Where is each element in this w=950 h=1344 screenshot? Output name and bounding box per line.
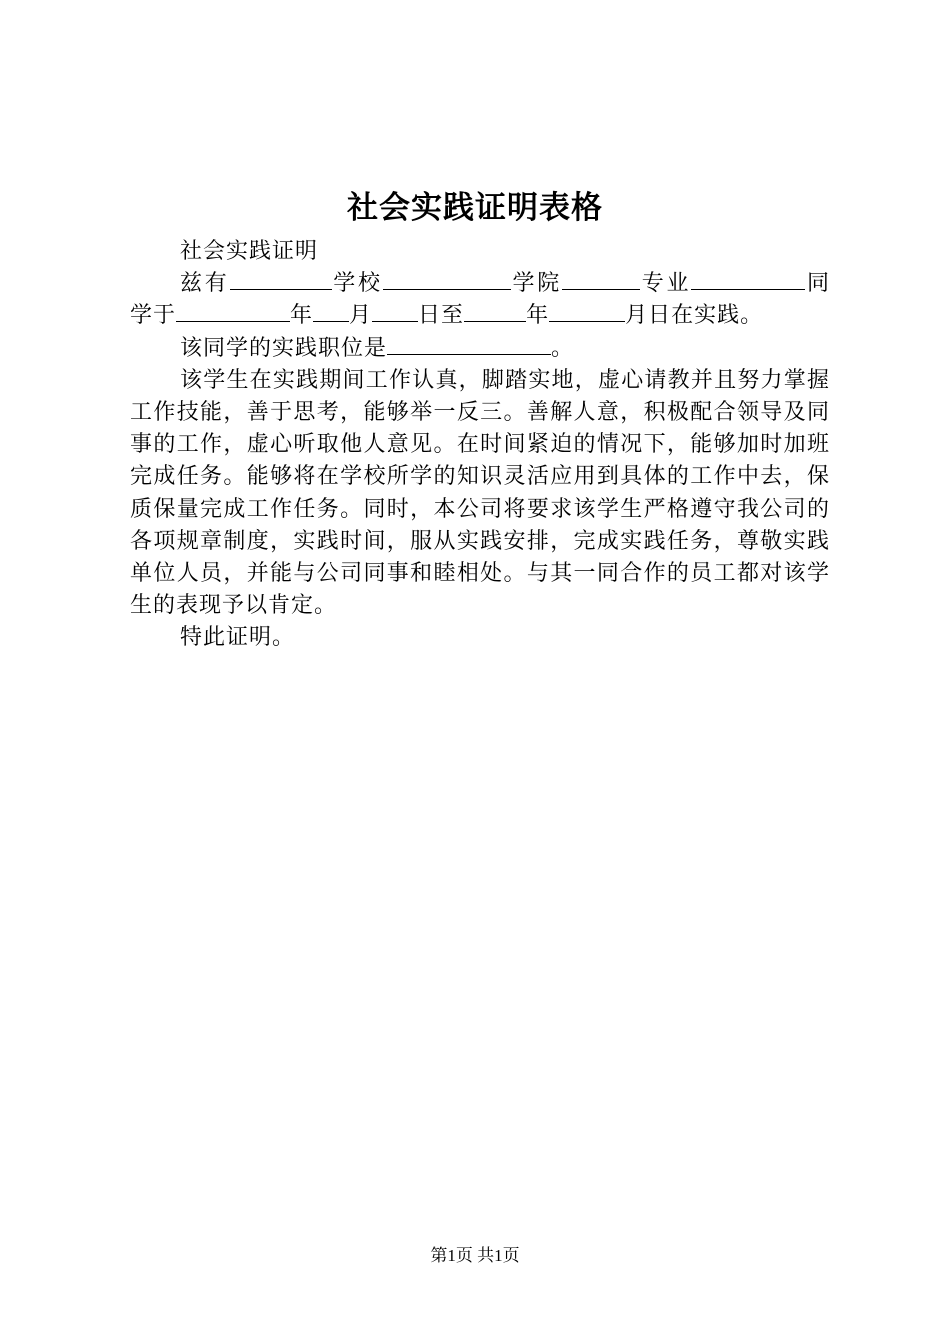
text-fragment: 兹有 [180,271,230,297]
start-day-blank [372,301,418,322]
end-month-blank [549,301,625,322]
school-blank [230,269,332,290]
text-fragment: 专业 [639,271,692,297]
text-fragment: 同学于 [130,271,830,329]
student-name-blank [691,269,805,290]
text-fragment: 学院 [510,271,562,297]
position-blank [387,334,551,355]
text-fragment: 该同学的实践职位是 [180,335,388,361]
start-year-blank [176,301,290,322]
text-fragment: 月日在实践。 [625,303,764,329]
text-fragment: 年 [290,303,314,329]
page-number: 第1页 共1页 [430,1246,520,1265]
text-fragment: 。 [551,335,575,361]
college-blank [383,269,511,290]
document-body [130,236,830,655]
text-fragment: 月 [349,303,373,329]
position-paragraph [130,333,830,365]
closing-paragraph: 特此证明。 [180,625,296,651]
start-month-blank [313,301,349,322]
certificate-heading: 社会实践证明 [180,239,319,264]
major-blank [562,269,640,290]
end-year-blank [464,301,526,322]
text-fragment: 日至 [418,303,465,329]
fill-in-paragraph [130,268,830,332]
evaluation-paragraph: 该学生在实践期间工作认真，脚踏实地，虚心请教并且努力掌握工作技能，善于思考，能够举一反三。善解人意，积极配合领导及同事的工作，虚心听取他人意见。在时间紧迫的情况下，能够加时加班完成任务。能够将在学校所学的知识灵活应用到具体的工作中去，保质保量完成工作任务。同时，本公司将要求该学生严格遵守我公司的各项规章制度，实践时间，服从实践安排，完成实践任务，尊敬实践单位人员，并能与公司同事和睦相处。与其一同合作的员工都对该学生的表现予以肯定。 [130,367,830,619]
text-fragment: 学校 [331,271,383,297]
document-title: 社会实践证明表格 [347,190,603,226]
text-fragment: 年 [526,303,550,329]
